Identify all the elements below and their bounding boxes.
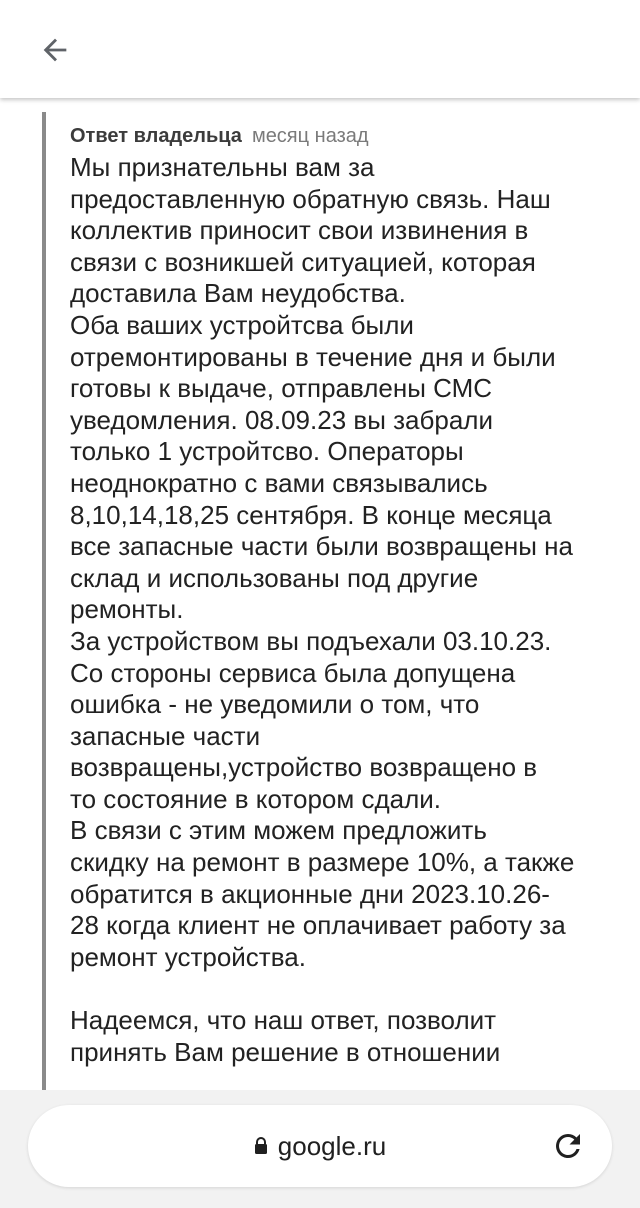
quote-bar <box>42 112 46 1090</box>
reply-text: Мы признательны вам за предоставленную обратную связь. Наш коллектив приносит свои извинения в связи с возникшей ситуацией, которая доставила Вам неудобства. Оба ваших устройтсва были отремонтированы в течение дня и были готовы к выдаче, отправлены СМС уведомления. 08.09.23 вы забрали только 1 устройтсво. Операторы неоднократно с вами связывались 8,10,14,18,25 сентября. В конце месяца все запасные части были возвращены на склад и использованы под другие ремонты. За устройством вы подъехали 03.10.23. Со стороны сервиса была допущена ошибка - не уведомили о том, что запасные части возвращены,устройство возвращено в то состояние в котором сдали. В связи с этим можем предложить скидку на ремонт в размере 10%, а также обратится в акционные дни 2023.10.26- 28 когда клиент не оплачивает работу за ремонт устройства. Надеемся, что наш ответ, позволит принять Вам решение в отношении <box>70 152 575 1067</box>
url-display[interactable] <box>28 1105 612 1187</box>
browser-bottom-bar <box>0 1090 640 1208</box>
review-reply-section <box>0 98 640 1090</box>
reply-time: месяц назад <box>251 125 369 147</box>
reload-button[interactable] <box>550 1128 586 1164</box>
url-text: google.ru <box>277 1130 387 1161</box>
lock-icon <box>254 1137 268 1155</box>
address-bar[interactable] <box>28 1105 612 1187</box>
top-bar <box>0 0 640 98</box>
reload-icon <box>550 1128 586 1164</box>
reply-header <box>70 122 618 150</box>
owner-label: Ответ владельца <box>70 125 242 147</box>
back-button[interactable] <box>30 25 80 75</box>
owner-reply <box>70 122 618 1068</box>
arrow-back-icon <box>38 33 72 67</box>
